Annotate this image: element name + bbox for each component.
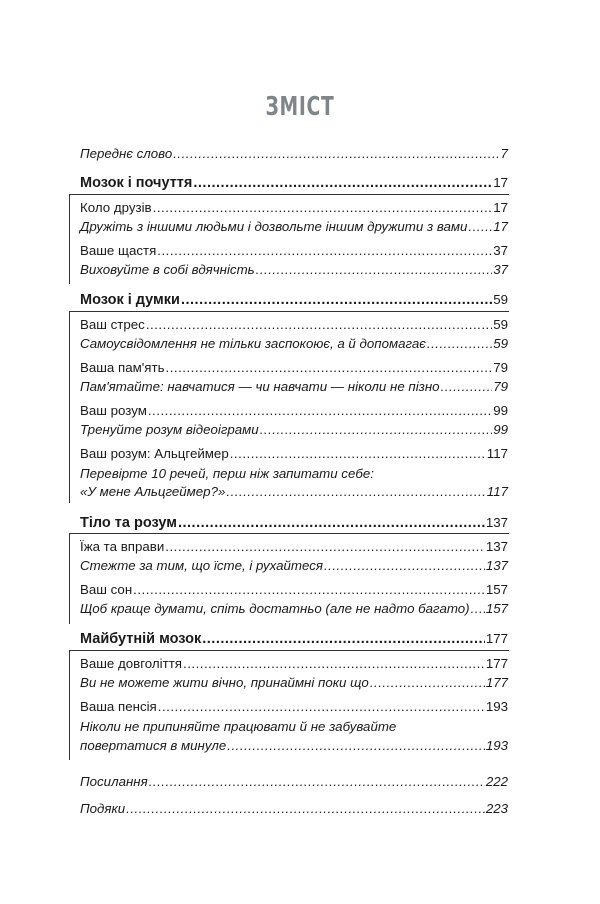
toc-entry[interactable] bbox=[80, 581, 508, 599]
toc-page: 59 bbox=[493, 292, 508, 307]
toc-entry-tip[interactable] bbox=[80, 674, 508, 692]
toc-entry[interactable] bbox=[80, 242, 508, 260]
toc-label: «У мене Альцгеймер?» bbox=[80, 484, 226, 499]
toc-label: Майбутній мозок bbox=[80, 631, 202, 647]
toc-label: Коло друзів bbox=[80, 200, 152, 215]
toc-page: 193 bbox=[485, 699, 508, 714]
toc-entry[interactable] bbox=[80, 538, 508, 556]
toc-page: 17 bbox=[493, 219, 508, 234]
toc-page: 117 bbox=[486, 484, 508, 499]
toc-entry-tip[interactable] bbox=[80, 483, 508, 501]
toc-section-1[interactable] bbox=[80, 174, 508, 192]
toc-page: 137 bbox=[485, 539, 508, 554]
toc-label: Дружіть з іншими людьми і дозвольте іншим дружити з вами bbox=[80, 219, 468, 234]
toc-label: Ваше щастя bbox=[80, 243, 157, 258]
toc-page: 222 bbox=[485, 774, 508, 789]
toc-page: 37 bbox=[493, 262, 508, 277]
toc-label: Подяки bbox=[80, 801, 126, 816]
section-divider bbox=[69, 533, 509, 534]
toc-label: Ваш розум bbox=[80, 403, 147, 418]
toc-entry-tip[interactable] bbox=[80, 261, 508, 279]
toc-label: Мозок і думки bbox=[80, 292, 180, 308]
toc-page: 17 bbox=[493, 200, 508, 215]
section-bracket bbox=[69, 533, 70, 624]
toc-entry[interactable] bbox=[80, 655, 508, 673]
toc-page: 117 bbox=[486, 446, 508, 461]
toc-page: 157 bbox=[485, 601, 508, 616]
toc-entry-tip[interactable] bbox=[80, 600, 508, 618]
toc-label: Пам'ятайте: навчатися — чи навчати — ніколи не пізно bbox=[80, 379, 440, 394]
toc-entry-tip[interactable] bbox=[80, 557, 508, 575]
toc-tip-line: Перевірте 10 речей, перш ніж запитати себе: bbox=[80, 466, 374, 481]
toc-label: Ваша пам'ять bbox=[80, 360, 165, 375]
toc-label: Мозок і почуття bbox=[80, 175, 193, 191]
toc-tip-line: Ніколи не припиняйте працювати й не забувайте bbox=[80, 719, 397, 734]
toc-label: Стежте за тим, що їсте, і рухайтеся bbox=[80, 558, 323, 573]
toc-page: 79 bbox=[493, 360, 508, 375]
toc-entry-references[interactable] bbox=[80, 773, 508, 791]
page-title: ЗМІСТ bbox=[265, 92, 335, 122]
toc-page: 193 bbox=[485, 738, 508, 753]
toc-entry-tip[interactable] bbox=[80, 737, 508, 755]
toc-label: Ви не можете жити вічно, принаймні поки що bbox=[80, 675, 369, 690]
toc-page: 99 bbox=[493, 403, 508, 418]
toc-label: Щоб краще думати, спіть достатньо (але не надто багато) bbox=[80, 601, 470, 616]
section-bracket bbox=[69, 311, 70, 503]
toc-section-2[interactable] bbox=[80, 291, 508, 309]
toc-page: 223 bbox=[485, 801, 508, 816]
toc-label: Ваша пенсія bbox=[80, 699, 157, 714]
toc-entry[interactable] bbox=[80, 445, 508, 463]
toc-label: Переднє слово bbox=[80, 146, 173, 161]
toc-page: 59 bbox=[493, 317, 508, 332]
toc-page: 177 bbox=[485, 656, 508, 671]
toc-label: Виховуйте в собі вдячність bbox=[80, 262, 255, 277]
toc-entry-acknowledgments[interactable] bbox=[80, 800, 508, 818]
toc-entry[interactable] bbox=[80, 316, 508, 334]
toc-entry[interactable] bbox=[80, 359, 508, 377]
toc-entry[interactable] bbox=[80, 698, 508, 716]
toc-page: 79 bbox=[493, 379, 508, 394]
toc-entry-tip[interactable] bbox=[80, 378, 508, 396]
toc-page: 59 bbox=[493, 336, 508, 351]
toc-page: 37 bbox=[493, 243, 508, 258]
toc-entry-tip[interactable] bbox=[80, 218, 508, 236]
toc-label: Їжа та вправи bbox=[80, 539, 165, 554]
toc-entry[interactable] bbox=[80, 199, 508, 217]
toc-page: 17 bbox=[493, 175, 508, 190]
toc-page: 7 bbox=[500, 146, 508, 161]
section-bracket bbox=[69, 194, 70, 284]
toc-page: 137 bbox=[485, 515, 508, 530]
toc-section-4[interactable] bbox=[80, 630, 508, 648]
toc-page: 177 bbox=[485, 675, 508, 690]
toc-entry-preface[interactable] bbox=[80, 145, 508, 163]
section-bracket bbox=[69, 650, 70, 760]
toc-page: 157 bbox=[485, 582, 508, 597]
toc-label: Ваш стрес bbox=[80, 317, 145, 332]
toc-page: 177 bbox=[485, 631, 508, 646]
toc-section-3[interactable] bbox=[80, 514, 508, 532]
toc-page: 99 bbox=[493, 422, 508, 437]
section-divider bbox=[69, 194, 509, 195]
toc-label: повертатися в минуле bbox=[80, 738, 227, 753]
section-divider bbox=[69, 650, 509, 651]
toc-label: Тренуйте розум відеоіграми bbox=[80, 422, 259, 437]
toc-entry-tip[interactable] bbox=[80, 335, 508, 353]
toc-entry-tip[interactable] bbox=[80, 421, 508, 439]
toc-entry[interactable] bbox=[80, 402, 508, 420]
toc-label: Тіло та розум bbox=[80, 515, 177, 531]
toc-label: Ваш розум: Альцгеймер bbox=[80, 446, 229, 461]
toc-label: Посилання bbox=[80, 774, 148, 789]
toc-page: 137 bbox=[485, 558, 508, 573]
section-divider bbox=[69, 311, 509, 312]
toc-label: Ваше довголіття bbox=[80, 656, 182, 671]
toc-label: Самоусвідомлення не тільки заспокоює, а й допомагає bbox=[80, 336, 426, 351]
toc-label: Ваш сон bbox=[80, 582, 133, 597]
